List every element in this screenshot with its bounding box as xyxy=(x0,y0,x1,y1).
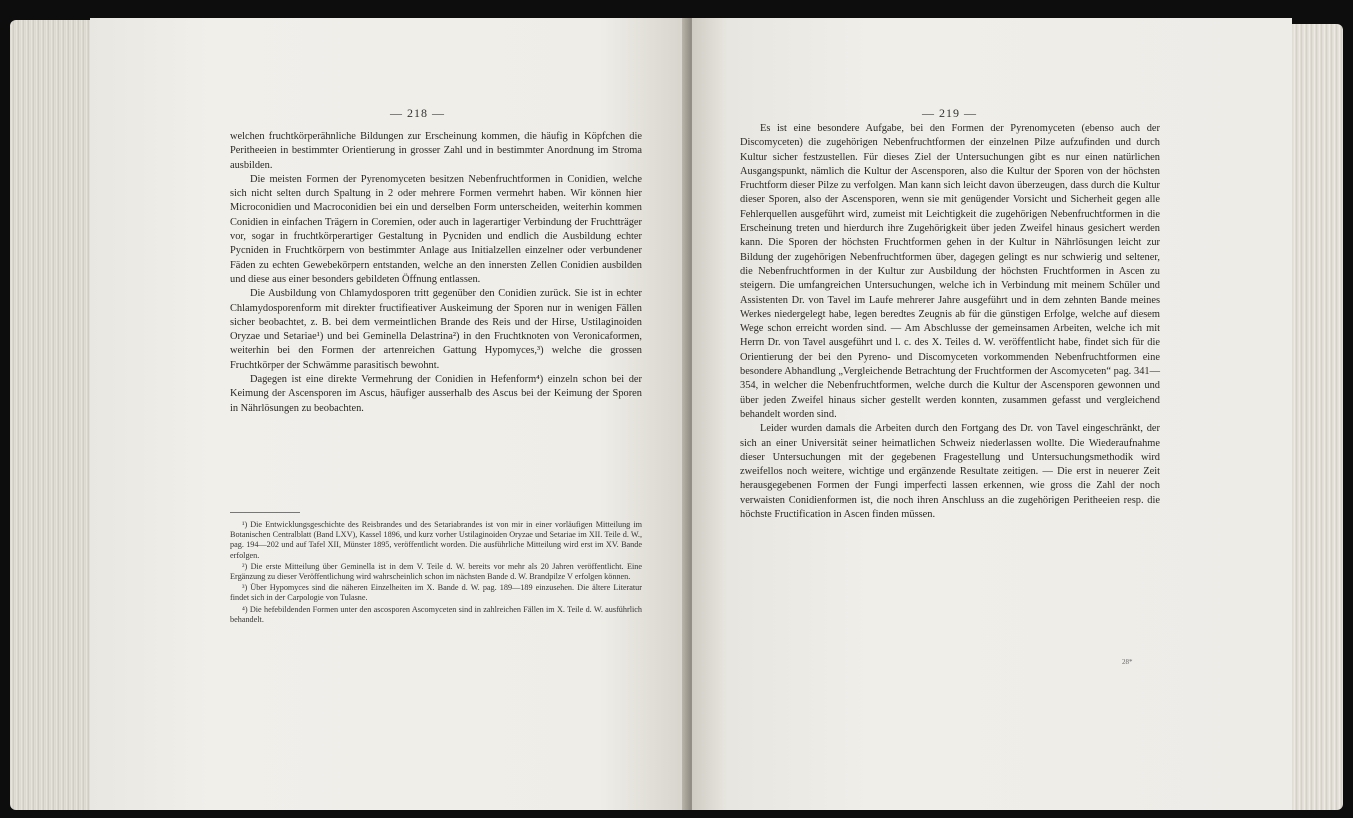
footnote: ¹) Die Entwicklungsgeschichte des Reisbrandes und des Setariabrandes ist von mir in einer vorläufigen Mitteilung im Botanischen Centralblatt (Band LXV), Kassel 1896, und kurz vorher Ustilaginoiden Oryzae und Setariae im XII. Teile d. W., pag. 194—202 und auf Tafel XII, Münster 1895, veröffentlicht worden. Die ausführliche Mitteilung wird erst im XV. Bande erfolgen. xyxy=(230,520,642,560)
paragraph: Dagegen ist eine direkte Vermehrung der Conidien in Hefenform⁴) einzeln schon bei der Keimung der Ascensporen im Ascus, häufiger ausserhalb des Ascus bei der Keimung der Sporen in Nährlösungen zu beobachten. xyxy=(230,374,642,414)
paragraph: Die Ausbildung von Chlamydosporen tritt gegenüber den Conidien zurück. Sie ist in echter Chlamydosporenform mit direkter fructifieativer Auskeimung der Sporen nur in wenigen Fällen sicher beobachtet, z. B. bei dem vermeintlichen Brande des Reis und der Hirse, Ustilaginoiden Oryzae und Setariae¹) und bei Geminella Delastrina²) in den Fruchtknoten von Veronicaformen, weiterhin bei den Formen der artenreichen Gattung Hypomyces,³) welche die grossen Fruchtkörper der Schwämme parasitisch bewohnt. xyxy=(230,288,642,371)
page-number: — 219 — xyxy=(922,106,977,120)
body-text xyxy=(740,122,1160,522)
page-edges-left xyxy=(10,20,100,810)
signature-mark: 28* xyxy=(1122,658,1133,666)
right-page xyxy=(692,18,1292,810)
footnotes xyxy=(230,512,642,626)
footnote: ²) Die erste Mitteilung über Geminella ist in dem V. Teile d. W. bereits vor mehr als 20 Jahren veröffentlicht. Eine Ergänzung zu dieser Veröffentlichung wird wahrscheinlich schon im nächsten Bande d. W. Brandpilze V erfolgen können. xyxy=(230,561,642,582)
footnote: ³) Über Hypomyces sind die näheren Einzelheiten im X. Bande d. W. pag. 189—189 einzusehen. Die ältere Literatur findet sich in der Carpologie von Tulasne. xyxy=(230,583,642,603)
page-edges-right xyxy=(1283,24,1343,810)
paragraph: Leider wurden damals die Arbeiten durch den Fortgang des Dr. von Tavel eingeschränkt, der sich an einer Universität seiner heimatlichen Schweiz niederlassen wollte. Die Wiederaufnahme dieser Untersuchungen mit der gegebenen Fragestellung und Untersuchungsmethodik wird zweifellos noch weitere, wichtige und ergänzende Resultate zeitigen. — Die erst in neuerer Zeit herausgegebenen Formen der Fungi imperfecti lassen erkennen, wie gross die Zahl der noch verwaisten Conidienformen ist, die noch ihren Anschluss an die zugehörigen Peritheeien resp. die höchste Fructification in Ascen finden müssen. xyxy=(740,423,1160,521)
paragraph: Es ist eine besondere Aufgabe, bei den Formen der Pyrenomyceten (ebenso auch der Discomyceten) die zugehörigen Nebenfruchtformen der einzelnen Pilze aufzufinden und durch Kultur sicher festzustellen. Für dieses Ziel der Untersuchungen gibt es nur einen natürlichen Ausgangspunkt, nämlich die Kultur der Ascensporen, also die Kultur der Sporen von der höchsten Fruchtform dieser Pilze zu verfolgen. Man kann sich leicht davon überzeugen, dass durch die Kultur dieser Sporen, also der Ascensporen, wenn sie mit genügender Vorsicht und Sicherheit gegen alle Fehlerquellen ausgeführt wird, zumeist mit Leichtigkeit die zugehörigen Nebenfruchtformen in die Erscheinung treten und hierdurch ihre Zugehörigkeit über jeden Zweifel hinaus gesichert werden kann. Die Sporen der höchsten Fruchtformen gehen in der Kultur in Nährlösungen leicht zur Bildung der zugehörigen Nebenfruchtformen über, dagegen gelingt es nur schwierig und seltener, die Nebenfruchtformen in der Kultur zur Ausbildung der höchsten Fruchtformen in Ascen zu steigern. Die umfangreichen Untersuchungen, welche ich in Verbindung mit meinem Schüler und Assistenten Dr. von Tavel im Laufe mehrerer Jahre ausgeführt und in dem zehnten Bande meines Werkes niedergelegt habe, legen beredtes Zeugnis ab für die günstigen Erfolge, welche auf diesem Wege schon erreicht worden sind. — Am Abschlusse der gemeinsamen Arbeiten, welche ich mit Herrn Dr. von Tavel ausgeführt und l. c. des X. Teiles d. W. veröffentlicht habe, findet sich für die Orientierung der bei den Pyreno- und Discomyceten vorkommenden Nebenfruchtformen eine besondere Abhandlung „Vergleichende Betrachtung der Fruchtformen der Ascomyceten“ pag. 341—354, in welcher die Nebenfruchtformen, welche durch die Kultur der Ascensporen gewonnen und über jeden Zweifel hinaus sicher gestellt werden konnten, zusammen gefasst und vergleichend behandelt worden sind. xyxy=(740,123,1160,420)
paragraph: welchen fruchtkörperähnliche Bildungen zur Erscheinung kommen, die häufig in Köpfchen die Peritheeien in bestimmter Orientierung in grosser Zahl und in bestimmter Anordnung im Stroma ausbilden. xyxy=(230,131,642,171)
left-page xyxy=(90,18,690,810)
open-book xyxy=(10,10,1343,810)
page-number: — 218 — xyxy=(390,106,445,120)
footnote: ⁴) Die hefebildenden Formen unter den ascosporen Ascomyceten sind in zahlreichen Fällen im X. Teile d. W. ausführlich behandelt. xyxy=(230,604,642,624)
body-text xyxy=(230,130,642,416)
paragraph: Die meisten Formen der Pyrenomyceten besitzen Nebenfruchtformen in Conidien, welche sich nicht selten durch Spaltung in 2 oder mehrere Formen vermehrt haben. Wir können hier Microconidien und Macroconidien bei ein und derselben Form unterscheiden, weiterhin kommen Conidien in einfachen Trägern in Coremien, oder auch in lagerartiger Verbindung der Fruchtträger vor, sogar in fruchtkörperartiger Gestaltung in Pycniden und endlich die Ausbildung echter Pycniden in Fruchtkörpern von bestimmter Anlage aus Initialzellen einzelner oder verbundener Fäden zu echten Gewebekörpern entstanden, welche an den innersten Zellen Conidien ausbilden und diese aus einer besonders gebildeten Öffnung entlassen. xyxy=(230,173,642,285)
footnote-rule xyxy=(230,512,300,513)
